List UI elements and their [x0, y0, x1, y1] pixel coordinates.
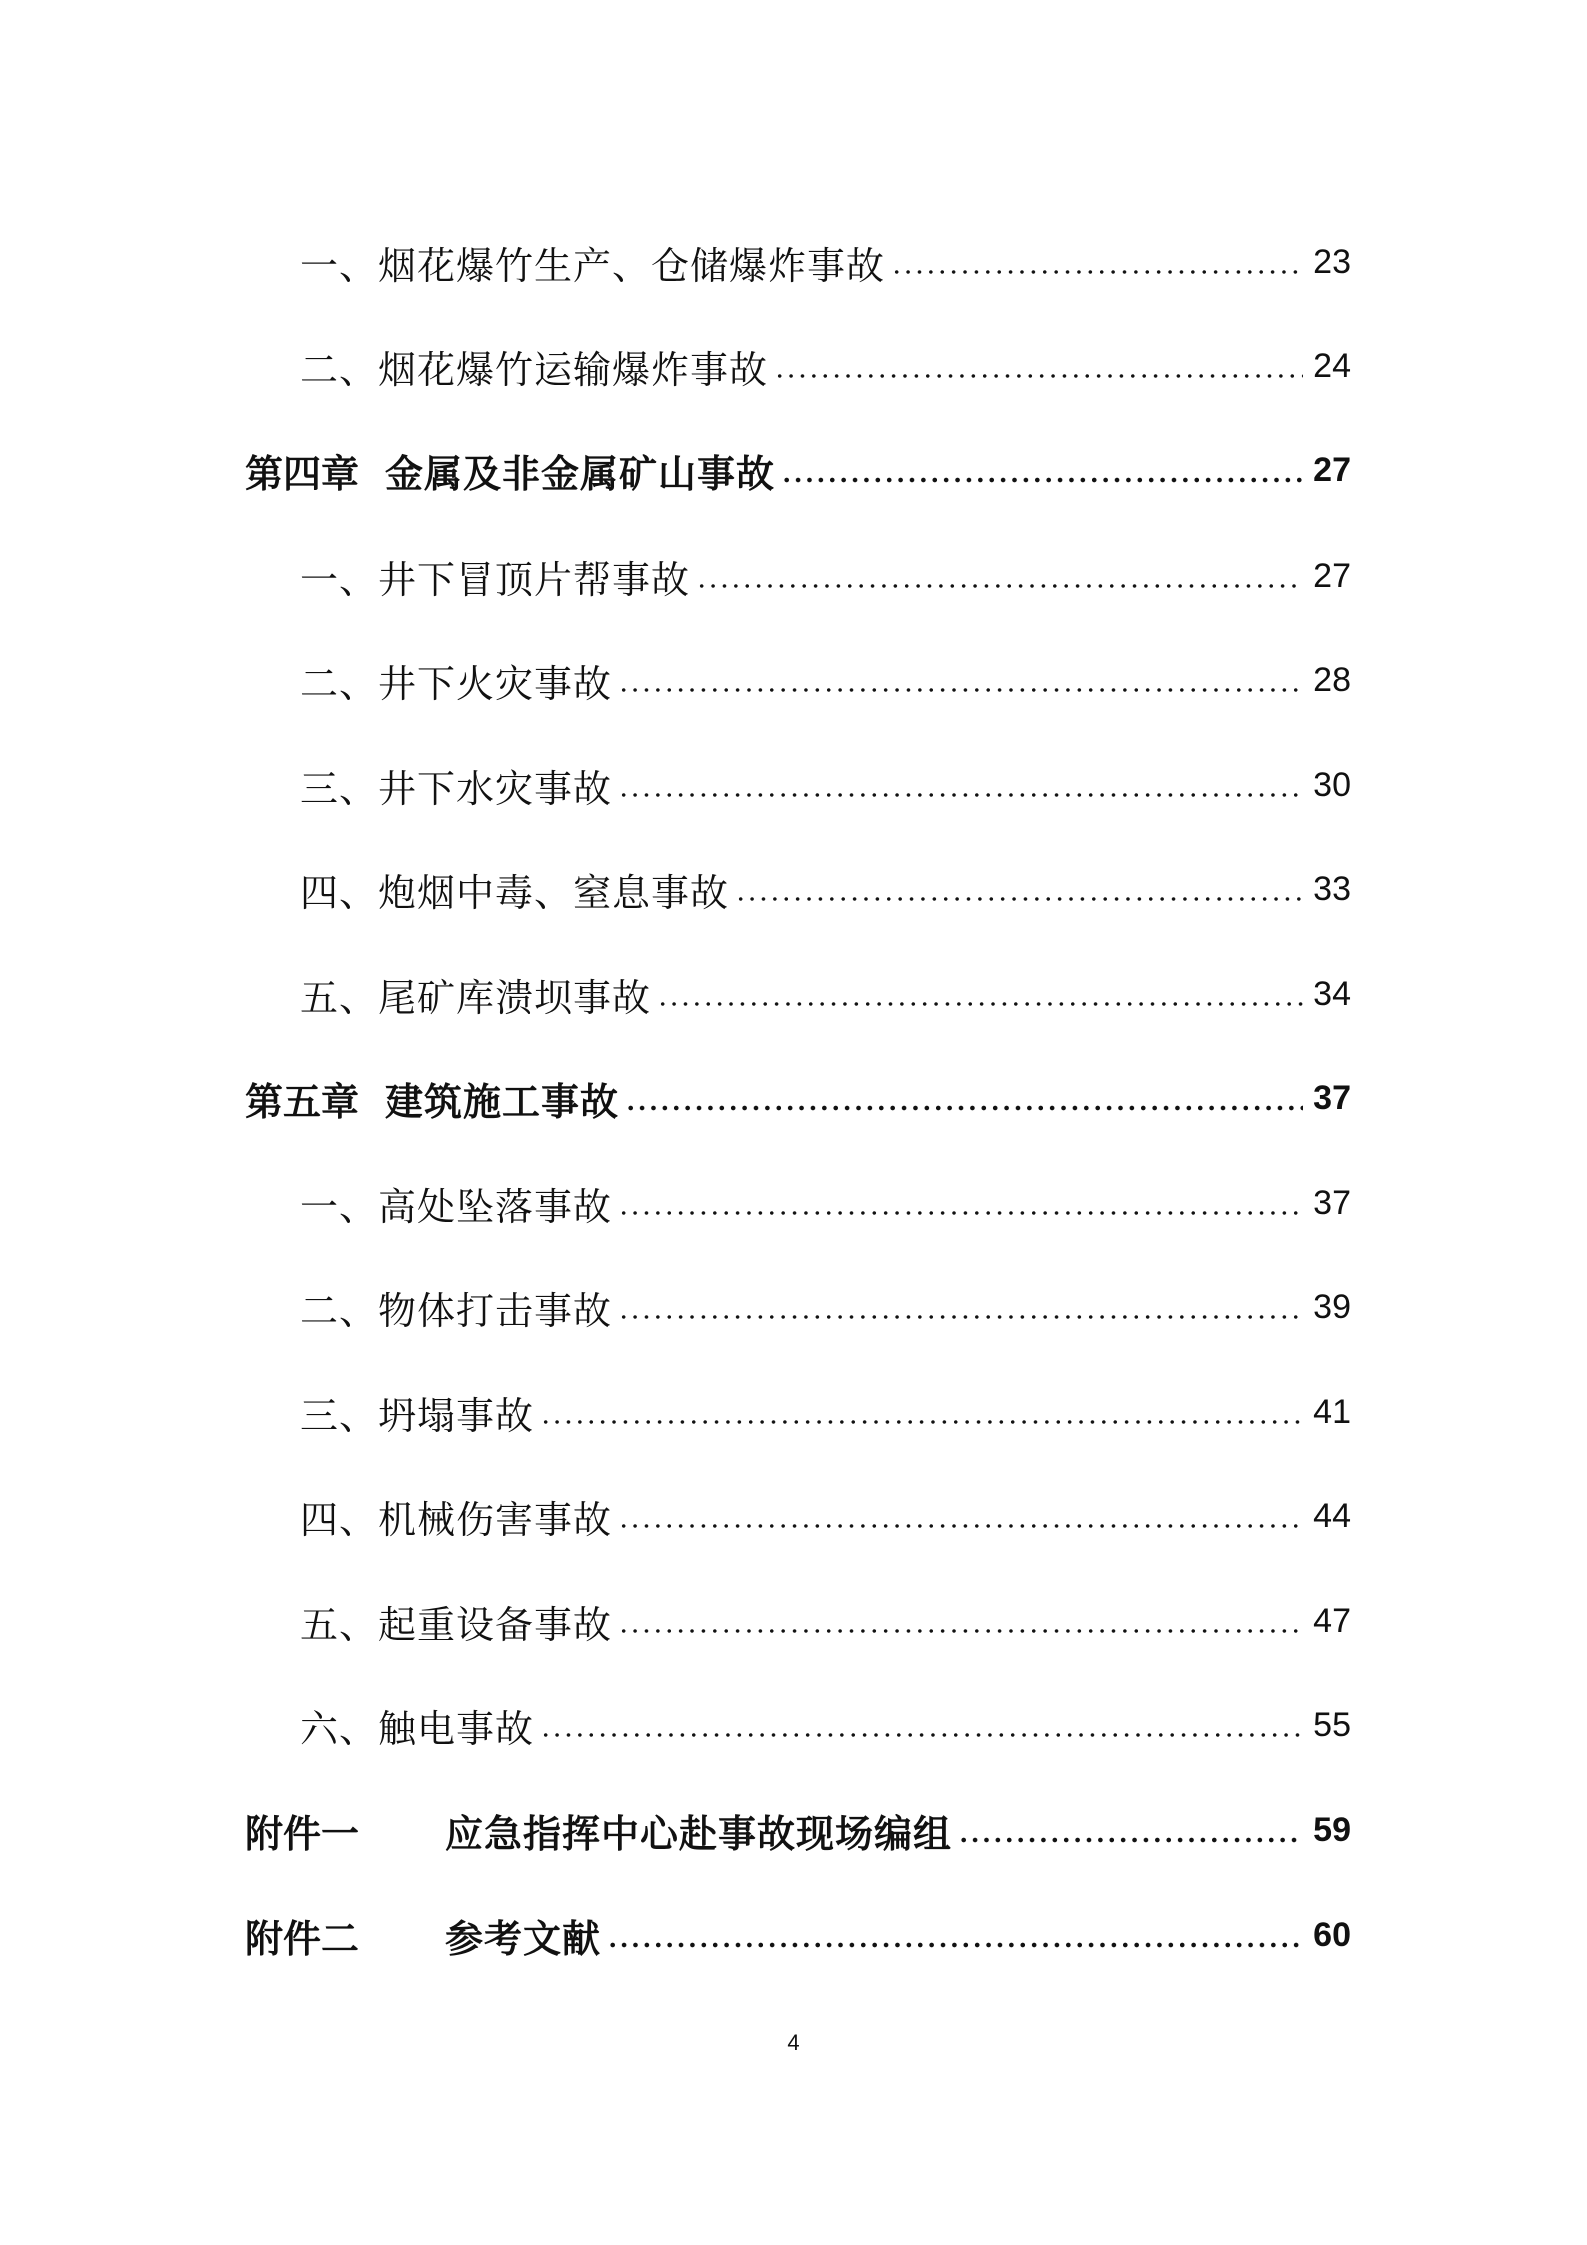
toc-entry-title: 起重设备事故	[378, 1602, 613, 1647]
toc-entry-page: 39	[1313, 1287, 1351, 1326]
dot-leader	[618, 1209, 1303, 1217]
toc-entry-title: 机械伤害事故	[378, 1497, 613, 1542]
toc-entry-page: 23	[1313, 242, 1351, 281]
toc-entry[interactable]	[0, 1382, 1587, 1442]
dot-leader	[774, 372, 1303, 380]
dot-leader	[618, 1313, 1303, 1321]
page-number-footer: 4	[787, 2030, 800, 2055]
toc-entry[interactable]	[0, 1591, 1587, 1651]
toc-entry-number: 三、	[300, 766, 379, 811]
toc-entry-page: 27	[1313, 556, 1351, 595]
toc-entry-page: 33	[1313, 869, 1351, 908]
toc-entry-page: 27	[1313, 450, 1351, 489]
toc-entry-title: 坍塌事故	[378, 1393, 535, 1438]
toc-entry-number: 五、	[300, 1602, 379, 1647]
toc-annex-entry[interactable]	[0, 1905, 1587, 1965]
toc-entry-number: 一、	[300, 557, 379, 602]
annex-number: 附件二	[245, 1916, 360, 1961]
toc-entry-page: 59	[1313, 1810, 1351, 1849]
toc-entry-title: 尾矿库溃坝事故	[378, 975, 652, 1020]
toc-entry[interactable]	[0, 755, 1587, 815]
toc-entry-page: 47	[1313, 1601, 1351, 1640]
dot-leader	[607, 1941, 1303, 1949]
dot-leader	[958, 1836, 1303, 1844]
toc-entry-page: 55	[1313, 1705, 1351, 1744]
toc-entry[interactable]	[0, 546, 1587, 606]
dot-leader	[657, 1000, 1303, 1008]
dot-leader	[696, 582, 1303, 590]
toc-entry-number: 二、	[300, 347, 379, 392]
toc-entry[interactable]	[0, 1486, 1587, 1546]
toc-entry-number: 二、	[300, 1288, 379, 1333]
toc-entry-page: 60	[1313, 1915, 1351, 1954]
toc-entry-title: 物体打击事故	[378, 1288, 613, 1333]
dot-leader	[891, 268, 1303, 276]
toc-entry-title: 井下冒顶片帮事故	[378, 557, 691, 602]
toc-entry-title: 金属及非金属矿山事故	[385, 451, 776, 496]
dot-leader	[625, 1104, 1303, 1112]
toc-annex-entry[interactable]	[0, 1800, 1587, 1860]
annex-number: 附件一	[245, 1811, 360, 1856]
toc-entry-page: 28	[1313, 660, 1351, 699]
toc-entry-title: 高处坠落事故	[378, 1184, 613, 1229]
dot-leader	[540, 1731, 1303, 1739]
toc-entry-title: 烟花爆竹生产、仓储爆炸事故	[378, 243, 886, 288]
toc-entry-title: 炮烟中毒、窒息事故	[378, 870, 730, 915]
toc-entry-page: 30	[1313, 765, 1351, 804]
toc-entry-page: 37	[1313, 1183, 1351, 1222]
toc-entry-title: 建筑施工事故	[385, 1079, 620, 1124]
toc-entry[interactable]	[0, 964, 1587, 1024]
toc-entry-title: 井下水灾事故	[378, 766, 613, 811]
toc-entry-title: 井下火灾事故	[378, 661, 613, 706]
toc-entry-number: 四、	[300, 870, 379, 915]
toc-entry[interactable]	[0, 650, 1587, 710]
toc-entry-page: 37	[1313, 1078, 1351, 1117]
toc-entry[interactable]	[0, 232, 1587, 292]
toc-entry[interactable]	[0, 1695, 1587, 1755]
toc-entry-page: 24	[1313, 346, 1351, 385]
dot-leader	[618, 1627, 1303, 1635]
toc-entry-number: 一、	[300, 243, 379, 288]
toc-entry-page: 41	[1313, 1392, 1351, 1431]
toc-entry-number: 五、	[300, 975, 379, 1020]
dot-leader	[540, 1418, 1303, 1426]
toc-entry-number: 三、	[300, 1393, 379, 1438]
toc-entry-title: 应急指挥中心赴事故现场编组	[445, 1811, 953, 1856]
dot-leader	[781, 476, 1303, 484]
chapter-number: 第五章	[245, 1079, 360, 1124]
dot-leader	[618, 791, 1303, 799]
dot-leader	[735, 895, 1303, 903]
toc-entry-number: 一、	[300, 1184, 379, 1229]
toc-entry-title: 触电事故	[378, 1706, 535, 1751]
toc-entry[interactable]	[0, 336, 1587, 396]
dot-leader	[618, 1522, 1303, 1530]
toc-entry-page: 44	[1313, 1496, 1351, 1535]
toc-entry[interactable]	[0, 1277, 1587, 1337]
toc-entry-title: 参考文献	[445, 1916, 602, 1961]
toc-entry-number: 二、	[300, 661, 379, 706]
toc-entry-page: 34	[1313, 974, 1351, 1013]
toc-entry[interactable]	[0, 859, 1587, 919]
toc-chapter-entry[interactable]	[0, 440, 1587, 500]
toc-entry-number: 六、	[300, 1706, 379, 1751]
toc-entry-number: 四、	[300, 1497, 379, 1542]
dot-leader	[618, 686, 1303, 694]
toc-entry-title: 烟花爆竹运输爆炸事故	[378, 347, 769, 392]
toc-entry[interactable]	[0, 1173, 1587, 1233]
toc-chapter-entry[interactable]	[0, 1068, 1587, 1128]
chapter-number: 第四章	[245, 451, 360, 496]
